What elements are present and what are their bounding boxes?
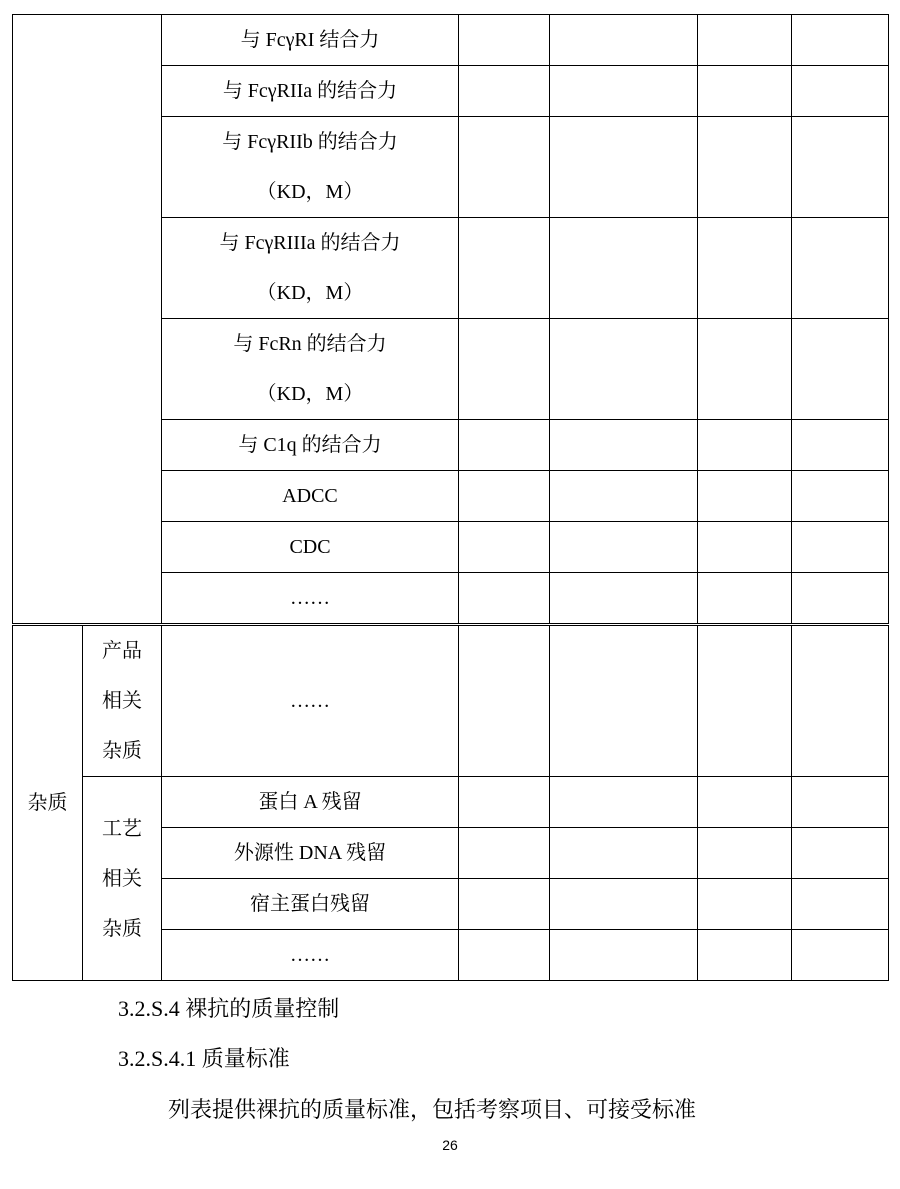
blank-cell: [550, 117, 698, 218]
blank-cell: [550, 319, 698, 420]
blank-cell: [459, 879, 550, 930]
test-item: 宿主蛋白残留: [162, 879, 459, 930]
blank-cell: [550, 522, 698, 573]
blank-cell: [698, 420, 792, 471]
blank-cell: [459, 319, 550, 420]
page-number: 26: [442, 1137, 458, 1153]
blank-cell: [792, 879, 889, 930]
blank-cell: [792, 319, 889, 420]
label-line: 杂质: [102, 740, 142, 762]
test-item: ADCC: [162, 471, 459, 522]
blank-cell: [550, 777, 698, 828]
blank-cell: [698, 828, 792, 879]
blank-cell: [550, 471, 698, 522]
section-heading-3-2-s-4: 3.2.S.4 裸抗的质量控制: [118, 996, 340, 1021]
test-item: 与 C1q 的结合力: [162, 420, 459, 471]
blank-cell: [792, 420, 889, 471]
test-item-line: （KD，M）: [256, 282, 364, 304]
blank-cell: [550, 66, 698, 117]
test-item-line: 与 FcγRIIIa 的结合力: [219, 232, 401, 254]
blank-cell: [698, 319, 792, 420]
test-item: 与 FcγRI 结合力: [162, 15, 459, 66]
test-item: 外源性 DNA 残留: [162, 828, 459, 879]
blank-cell: [459, 828, 550, 879]
blank-cell: [550, 420, 698, 471]
blank-cell: [459, 522, 550, 573]
blank-cell: [698, 66, 792, 117]
label-line: 相关: [102, 690, 142, 712]
impurity-category: 杂质: [13, 626, 83, 981]
blank-cell: [792, 117, 889, 218]
blank-cell: [792, 66, 889, 117]
label-line: 产品: [102, 640, 142, 662]
blank-cell: [550, 930, 698, 981]
blank-cell: [698, 879, 792, 930]
label-line: 相关: [102, 867, 142, 890]
blank-cell: [792, 15, 889, 66]
test-item-line: （KD，M）: [256, 383, 364, 405]
blank-cell: [792, 930, 889, 981]
blank-cell: [792, 522, 889, 573]
blank-cell: [792, 218, 889, 319]
impurity-table: [12, 625, 889, 981]
test-item: [162, 117, 459, 218]
blank-cell: [550, 218, 698, 319]
test-item: 蛋白 A 残留: [162, 777, 459, 828]
product-related-label: [83, 626, 162, 777]
blank-cell: [459, 930, 550, 981]
blank-cell: [550, 573, 698, 624]
test-item: ……: [162, 930, 459, 981]
blank-cell: [792, 573, 889, 624]
table-row: [13, 777, 889, 828]
blank-cell: [459, 218, 550, 319]
blank-cell: [792, 777, 889, 828]
blank-cell: [792, 471, 889, 522]
section-heading-3-2-s-4-1: 3.2.S.4.1 质量标准: [118, 1046, 290, 1071]
body-paragraph: 列表提供裸抗的质量标准，包括考察项目、可接受标准: [168, 1097, 697, 1122]
blank-cell: [698, 930, 792, 981]
blank-cell: [698, 218, 792, 319]
blank-cell: [459, 777, 550, 828]
merged-blank-cell: [13, 15, 162, 624]
blank-cell: [459, 420, 550, 471]
blank-cell: [459, 573, 550, 624]
blank-cell: [792, 626, 889, 777]
label-line: 杂质: [102, 917, 142, 940]
test-item: 与 FcγRIIa 的结合力: [162, 66, 459, 117]
blank-cell: [550, 626, 698, 777]
blank-cell: [459, 66, 550, 117]
blank-cell: [698, 573, 792, 624]
test-item: ……: [162, 626, 459, 777]
blank-cell: [698, 626, 792, 777]
table-row: [13, 15, 889, 66]
test-item: ……: [162, 573, 459, 624]
blank-cell: [698, 777, 792, 828]
test-item: CDC: [162, 522, 459, 573]
blank-cell: [698, 522, 792, 573]
blank-cell: [459, 15, 550, 66]
table-row: [13, 626, 889, 777]
blank-cell: [459, 117, 550, 218]
blank-cell: [698, 15, 792, 66]
blank-cell: [550, 828, 698, 879]
test-item: [162, 319, 459, 420]
quality-attribute-table: [12, 14, 889, 624]
label-line: 工艺: [102, 817, 142, 840]
blank-cell: [550, 879, 698, 930]
test-item-line: （KD，M）: [256, 181, 364, 203]
test-item-line: 与 FcRn 的结合力: [233, 333, 387, 355]
test-item-line: 与 FcγRIIb 的结合力: [222, 131, 398, 153]
blank-cell: [792, 828, 889, 879]
test-item: [162, 218, 459, 319]
blank-cell: [550, 15, 698, 66]
blank-cell: [698, 117, 792, 218]
blank-cell: [459, 626, 550, 777]
blank-cell: [698, 471, 792, 522]
process-related-label: [83, 777, 162, 981]
blank-cell: [459, 471, 550, 522]
